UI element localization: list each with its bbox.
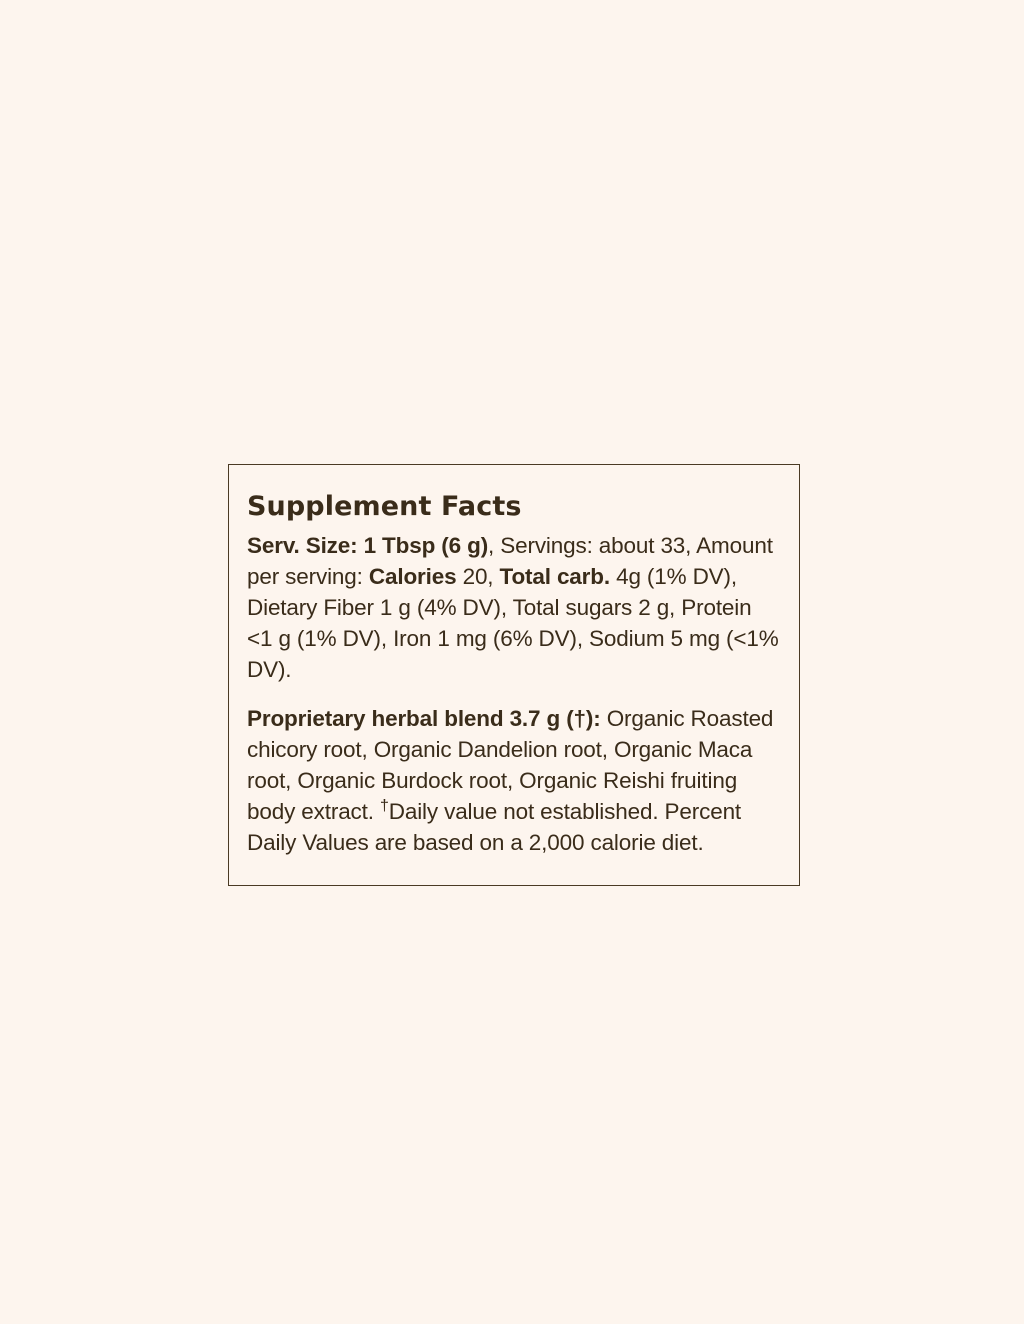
serving-size-label: Serv. Size: 1 Tbsp (6 g) bbox=[247, 533, 489, 559]
other-nutrients-text: Dietary Fiber 1 g (4% DV), Total sugars 2 g, Protein <1 g (1% DV), Iron 1 mg (6% DV), Sodium 5 mg (<1% DV). bbox=[247, 595, 779, 683]
amount-per-serving-label: Amount per serving: bbox=[247, 533, 773, 590]
proprietary-blend-block bbox=[247, 703, 779, 858]
daily-value-footnote: Daily value not established. Percent Daily Values are based on a 2,000 calorie diet. bbox=[247, 799, 742, 856]
calories-value: 20, bbox=[462, 564, 494, 590]
total-carb-label: Total carb. bbox=[499, 564, 610, 590]
proprietary-blend-heading: Proprietary herbal blend 3.7 g (†): bbox=[247, 706, 601, 732]
dagger-symbol: † bbox=[379, 797, 389, 815]
supplement-facts-title: Supplement Facts bbox=[247, 491, 522, 522]
servings-text: , Servings: about 33, bbox=[488, 533, 692, 559]
calories-label: Calories bbox=[368, 564, 457, 590]
total-carb-value: 4g (1% DV), bbox=[616, 564, 737, 590]
supplement-facts-panel bbox=[228, 464, 800, 886]
blend-ingredients-text: Organic Roasted chicory root, Organic Dandelion root, Organic Maca root, Organic Burdock root, Organic Reishi fruiting body extract. bbox=[247, 706, 774, 825]
nutrition-information-block bbox=[247, 530, 779, 685]
